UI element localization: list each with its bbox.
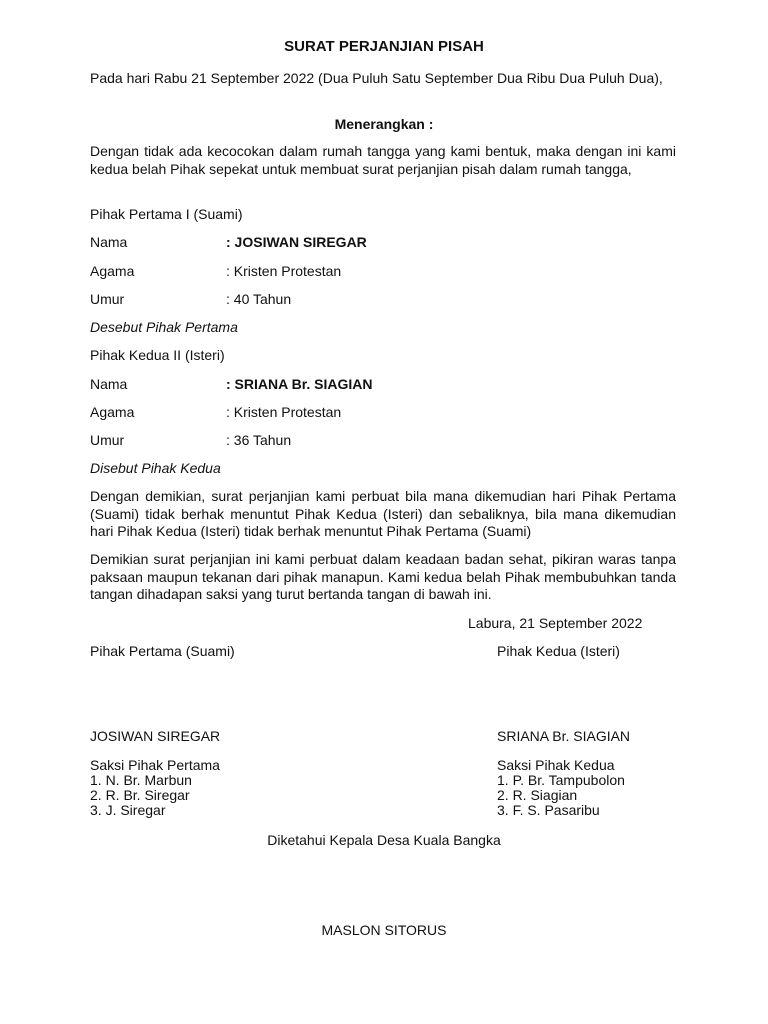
witness-left-1: 1. N. Br. Marbun [90,772,192,788]
witness-left-3: 3. J. Siregar [90,802,166,818]
party1-designation: Desebut Pihak Pertama [90,319,238,335]
witness-left-2: 2. R. Br. Siregar [90,787,190,803]
party1-heading: Pihak Pertama I (Suami) [90,206,243,222]
paragraph-agreement: Dengan demikian, surat perjanjian kami perbuat bila mana dikemudian hari Pihak Pertama (Suami) tidak berhak menuntut Pihak Kedua (Isteri) dan sebaliknya, bila mana dikemudian hari Pihak Kedua (Isteri) tidak berhak menuntut Pihak Pertama (Suami) [90,488,676,539]
party1-name-value: : JOSIWAN SIREGAR [226,234,367,250]
opening-paragraph: Pada hari Rabu 21 September 2022 (Dua Puluh Satu September Dua Ribu Dua Puluh Dua), [90,70,663,86]
signature-role-right: Pihak Kedua (Isteri) [497,643,620,659]
document-title: SURAT PERJANJIAN PISAH [284,38,484,55]
witness-heading-right: Saksi Pihak Kedua [497,757,615,773]
party2-name-value: : SRIANA Br. SIAGIAN [226,376,373,392]
signature-name-left: JOSIWAN SIREGAR [90,728,221,744]
witness-heading-left: Saksi Pihak Pertama [90,757,220,773]
party2-name-label: Nama [90,376,128,392]
party2-designation: Disebut Pihak Kedua [90,460,221,476]
party2-heading: Pihak Kedua II (Isteri) [90,347,225,363]
party2-religion-label: Agama [90,404,135,420]
known-by-line: Diketahui Kepala Desa Kuala Bangka [267,832,501,848]
party1-religion-label: Agama [90,263,135,279]
signature-name-right: SRIANA Br. SIAGIAN [497,728,631,744]
witness-right-3: 3. F. S. Pasaribu [497,802,600,818]
place-and-date: Labura, 21 September 2022 [468,615,643,631]
paragraph-intro: Dengan tidak ada kecocokan dalam rumah tangga yang kami bentuk, maka dengan ini kami kedua belah Pihak sepekat untuk membuat surat perjanjian pisah dalam rumah tangga, [90,143,676,177]
paragraph-closing: Demikian surat perjanjian ini kami perbuat dalam keadaan badan sehat, pikiran waras tanpa paksaan maupun tekanan dari pihak manapun. Kami kedua belah Pihak membubuhkan tanda tangan dihadapan saksi yang turut bertanda tangan di bawah ini. [90,551,676,602]
menerangkan-heading: Menerangkan : [334,116,434,132]
party1-age-label: Umur [90,291,125,307]
village-head-name: MASLON SITORUS [321,922,447,938]
signature-role-left: Pihak Pertama (Suami) [90,643,235,659]
party2-age-label: Umur [90,432,125,448]
party2-religion-value: : Kristen Protestan [226,404,342,420]
witness-right-2: 2. R. Siagian [497,787,578,803]
witness-right-1: 1. P. Br. Tampubolon [497,772,625,788]
party1-religion-value: : Kristen Protestan [226,263,342,279]
party1-age-value: : 40 Tahun [226,291,292,307]
party1-name-label: Nama [90,234,128,250]
party2-age-value: : 36 Tahun [226,432,292,448]
